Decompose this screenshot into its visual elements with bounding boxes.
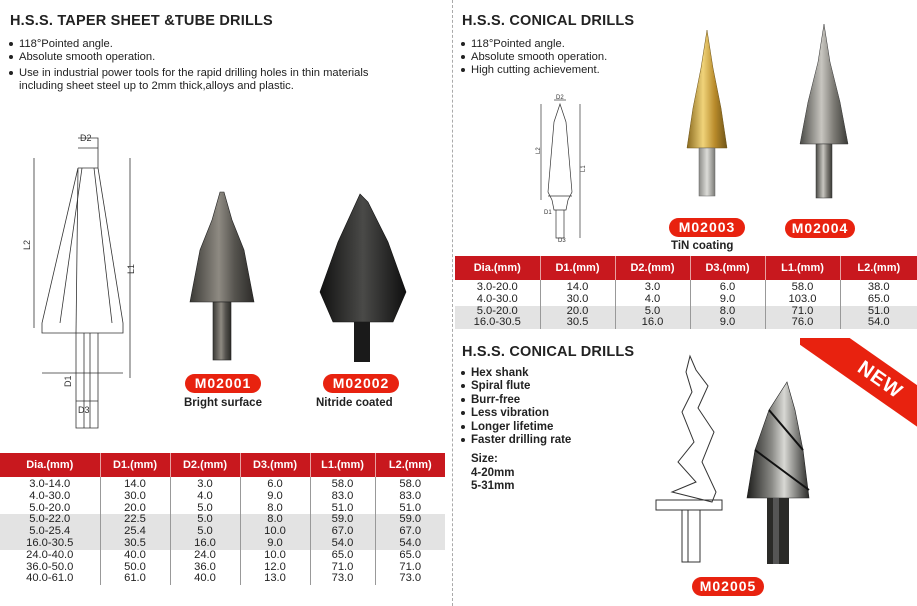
right-top-feature-list (460, 38, 660, 77)
feature-item: Faster drilling rate (460, 434, 640, 447)
table-cell: 51.0 (399, 501, 422, 514)
l2-label: L2 (22, 239, 32, 250)
table-cell: 24.0-40.0 (0, 550, 100, 562)
d3-label: D3 (78, 405, 90, 415)
product-code-badge: M02005 (692, 577, 764, 596)
table-cell: 3.0-20.0 (455, 280, 540, 294)
column-header: Dia.(mm) (455, 256, 540, 280)
l1-label: L1 (581, 165, 587, 172)
table-cell: 3.0 (615, 280, 690, 294)
table-cell: 65.0 (867, 292, 890, 305)
column-header: L2.(mm) (375, 453, 445, 477)
table-cell: 13.0 (240, 573, 310, 585)
column-header: L1.(mm) (310, 453, 375, 477)
table-row (455, 280, 917, 294)
product-caption: Bright surface (184, 397, 262, 409)
table-cell: 67.0 (310, 526, 375, 538)
table-cell: 8.0 (240, 514, 310, 526)
table-cell: 30.5 (540, 317, 615, 329)
table-cell: 14.0 (540, 280, 615, 294)
table-cell: 8.0 (690, 306, 765, 318)
hex-drill-image (743, 380, 813, 570)
table-cell: 5.0-20.0 (455, 306, 540, 318)
table-cell: 36.0-50.0 (0, 562, 100, 574)
table-cell: 5.0 (170, 526, 240, 538)
table-cell: 8.0 (240, 503, 310, 515)
table-cell: 40.0-61.0 (0, 573, 100, 585)
size-value: 4-20mm (471, 467, 515, 479)
table-cell: 51.0 (840, 306, 917, 318)
table-cell: 9.0 (240, 491, 310, 503)
table-cell: 59.0 (375, 514, 445, 526)
d1-label: D1 (63, 375, 73, 387)
table-cell: 4.0-30.0 (0, 491, 100, 503)
feature-item: Burr-free (460, 394, 640, 407)
left-feature-list (8, 38, 398, 93)
bright-drill-image (182, 190, 262, 365)
table-cell: 38.0 (867, 281, 890, 293)
feature-item: Less vibration (460, 407, 640, 420)
column-header: D2.(mm) (615, 256, 690, 280)
table-row (0, 538, 445, 550)
table-cell: 9.0 (690, 294, 765, 306)
feature-item: Use in industrial power tools for the rapid drilling holes in thin materials including sheet steel up to 2mm thick,alloys and plastic. (8, 67, 398, 93)
product-code-badge: M02004 (785, 219, 855, 238)
table-cell: 6.0 (690, 280, 765, 294)
table-cell: 67.0 (375, 526, 445, 538)
column-header: L1.(mm) (765, 256, 840, 280)
table-row (0, 573, 445, 585)
table-row (0, 550, 445, 562)
feature-item: Absolute smooth operation. (8, 51, 398, 64)
new-ribbon-label: NEW (800, 338, 917, 438)
table-cell: 30.0 (540, 294, 615, 306)
section-divider (452, 0, 453, 606)
d3-label: D3 (558, 238, 566, 244)
table-cell: 83.0 (310, 491, 375, 503)
feature-item: 118°Pointed angle. (8, 38, 398, 51)
table-cell: 54.0 (310, 538, 375, 550)
hex-drill-outline-image (652, 352, 732, 572)
table-cell: 4.0 (170, 491, 240, 503)
table-cell: 50.0 (100, 562, 170, 574)
column-header: D2.(mm) (170, 453, 240, 477)
size-label: Size: (471, 453, 498, 465)
d1-label: D1 (544, 210, 552, 216)
size-value: 5-31mm (471, 480, 515, 492)
table-cell: 10.0 (240, 550, 310, 562)
table-cell: 5.0 (170, 514, 240, 526)
table-cell: 71.0 (765, 306, 840, 318)
table-cell: 5.0 (615, 306, 690, 318)
feature-item: High cutting achievement. (460, 64, 660, 77)
table-cell: 24.0 (170, 550, 240, 562)
product-caption: Nitride coated (316, 397, 393, 409)
right-top-section-title: H.S.S. CONICAL DRILLS (462, 13, 635, 29)
column-header: L2.(mm) (840, 256, 917, 280)
table-cell: 65.0 (399, 548, 422, 561)
feature-item: Spiral flute (460, 380, 640, 393)
table-cell: 30.5 (100, 538, 170, 550)
column-header: D1.(mm) (540, 256, 615, 280)
column-header: D1.(mm) (100, 453, 170, 477)
table-cell: 6.0 (240, 477, 310, 491)
table-cell: 51.0 (310, 503, 375, 515)
table-cell: 54.0 (840, 317, 917, 329)
right-spec-table (455, 256, 917, 329)
table-cell: 22.5 (100, 514, 170, 526)
column-header: Dia.(mm) (0, 453, 100, 477)
product-code-badge: M02002 (323, 374, 399, 393)
table-cell: 25.4 (100, 526, 170, 538)
table-cell: 103.0 (765, 294, 840, 306)
table-cell: 16.0 (615, 317, 690, 329)
table-cell: 20.0 (540, 306, 615, 318)
left-section-title: H.S.S. TAPER SHEET &TUBE DRILLS (10, 13, 273, 29)
d2-label: D2 (80, 133, 92, 143)
table-cell: 40.0 (100, 550, 170, 562)
d2-label: D2 (556, 95, 564, 101)
column-header: D3.(mm) (690, 256, 765, 280)
table-cell: 73.0 (399, 572, 422, 585)
table-cell: 71.0 (310, 562, 375, 574)
hex-drill-feature-list (460, 367, 640, 447)
table-cell: 58.0 (765, 280, 840, 294)
left-spec-table (0, 453, 445, 585)
table-row (455, 317, 917, 329)
table-row (455, 306, 917, 318)
table-cell: 5.0-20.0 (0, 503, 100, 515)
table-cell: 3.0 (170, 477, 240, 491)
table-row (0, 491, 445, 503)
table-cell: 5.0-25.4 (0, 526, 100, 538)
feature-item: 118°Pointed angle. (460, 38, 660, 51)
feature-item: Longer lifetime (460, 421, 640, 434)
table-cell: 54.0 (375, 538, 445, 550)
right-bottom-section-title: H.S.S. CONICAL DRILLS (462, 344, 635, 360)
table-row (0, 477, 445, 491)
table-cell: 9.0 (690, 317, 765, 329)
table-cell: 16.0 (170, 538, 240, 550)
feature-item: Hex shank (460, 367, 640, 380)
table-cell: 4.0 (615, 294, 690, 306)
table-cell: 36.0 (170, 562, 240, 574)
table-cell: 59.0 (310, 514, 375, 526)
table-cell: 71.0 (399, 560, 422, 573)
column-header: D3.(mm) (240, 453, 310, 477)
table-cell: 16.0-30.5 (0, 538, 100, 550)
table-cell: 76.0 (765, 317, 840, 329)
product-code-badge: M02001 (185, 374, 261, 393)
nitride-drill-image (318, 192, 408, 367)
table-cell: 5.0-22.0 (0, 514, 100, 526)
table-cell: 5.0 (170, 503, 240, 515)
new-ribbon (800, 338, 917, 438)
table-cell: 20.0 (100, 503, 170, 515)
product-caption: TiN coating (671, 240, 734, 252)
table-header-row (0, 453, 445, 477)
product-code-badge: M02003 (669, 218, 745, 237)
table-cell: 30.0 (100, 491, 170, 503)
table-cell: 73.0 (310, 573, 375, 585)
table-cell: 58.0 (399, 478, 422, 490)
table-cell: 10.0 (240, 526, 310, 538)
silver-drill-image (790, 22, 860, 200)
table-cell: 65.0 (310, 550, 375, 562)
table-cell: 61.0 (100, 573, 170, 585)
table-header-row (455, 256, 917, 280)
taper-drill-diagram (20, 128, 140, 433)
l1-label: L1 (126, 263, 136, 274)
table-cell: 3.0-14.0 (0, 477, 100, 491)
table-cell: 58.0 (310, 477, 375, 491)
l2-label: L2 (536, 147, 542, 154)
feature-item: Absolute smooth operation. (460, 51, 660, 64)
table-row (455, 294, 917, 306)
table-cell: 12.0 (240, 562, 310, 574)
table-cell: 16.0-30.5 (455, 317, 540, 329)
conical-drill-diagram (532, 92, 587, 244)
table-cell: 83.0 (399, 489, 422, 502)
table-cell: 14.0 (100, 477, 170, 491)
table-cell: 9.0 (240, 538, 310, 550)
tin-drill-image (677, 28, 737, 198)
table-cell: 4.0-30.0 (455, 294, 540, 306)
table-cell: 40.0 (170, 573, 240, 585)
